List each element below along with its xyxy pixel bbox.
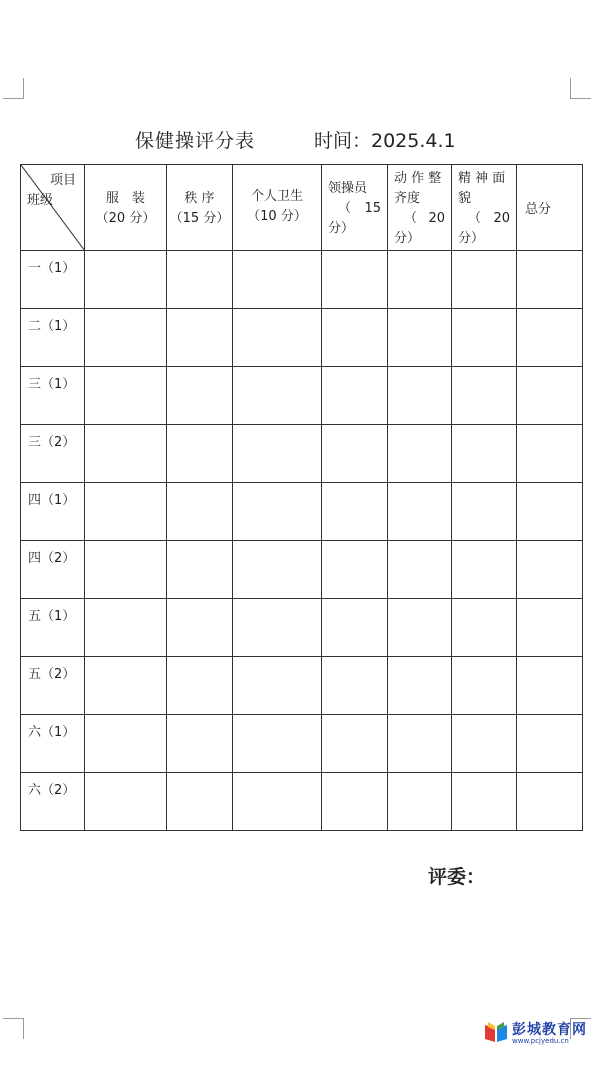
class-cell bbox=[21, 367, 85, 425]
score-cell-uniformity[interactable] bbox=[388, 599, 452, 657]
document-title: 保健操评分表 bbox=[135, 130, 256, 152]
score-cell-total[interactable] bbox=[517, 367, 583, 425]
score-cell-order[interactable] bbox=[167, 483, 233, 541]
header-total: 总分 bbox=[517, 165, 583, 251]
class-name: 二（1） bbox=[28, 319, 76, 334]
score-cell-order[interactable] bbox=[167, 715, 233, 773]
score-cell-clothing[interactable] bbox=[85, 309, 167, 367]
header-uniformity: 动 作 整 齐度 （ 20 分） bbox=[388, 165, 452, 251]
score-cell-leader[interactable] bbox=[322, 715, 388, 773]
score-cell-spirit[interactable] bbox=[452, 483, 517, 541]
score-cell-clothing[interactable] bbox=[85, 251, 167, 309]
page-corner-mark-top-left bbox=[3, 78, 24, 99]
score-cell-clothing[interactable] bbox=[85, 599, 167, 657]
table-row bbox=[21, 251, 583, 309]
score-cell-clothing[interactable] bbox=[85, 657, 167, 715]
score-cell-total[interactable] bbox=[517, 309, 583, 367]
class-name: 四（1） bbox=[28, 493, 76, 508]
class-name: 一（1） bbox=[28, 261, 76, 276]
header-hygiene: 个人卫生 （10 分） bbox=[233, 165, 322, 251]
score-cell-spirit[interactable] bbox=[452, 715, 517, 773]
class-name: 三（1） bbox=[28, 377, 76, 392]
class-cell bbox=[21, 309, 85, 367]
score-cell-clothing[interactable] bbox=[85, 773, 167, 831]
score-cell-spirit[interactable] bbox=[452, 251, 517, 309]
class-name: 六（2） bbox=[28, 783, 76, 798]
score-cell-hygiene[interactable] bbox=[233, 599, 322, 657]
watermark-logo bbox=[484, 1019, 594, 1047]
score-cell-hygiene[interactable] bbox=[233, 541, 322, 599]
class-cell bbox=[21, 541, 85, 599]
score-cell-uniformity[interactable] bbox=[388, 541, 452, 599]
score-cell-total[interactable] bbox=[517, 657, 583, 715]
score-table bbox=[20, 164, 583, 831]
score-cell-uniformity[interactable] bbox=[388, 367, 452, 425]
score-cell-order[interactable] bbox=[167, 309, 233, 367]
score-cell-hygiene[interactable] bbox=[233, 773, 322, 831]
header-order: 秩 序 （15 分） bbox=[167, 165, 233, 251]
score-cell-uniformity[interactable] bbox=[388, 309, 452, 367]
score-cell-hygiene[interactable] bbox=[233, 309, 322, 367]
table-row bbox=[21, 367, 583, 425]
class-name: 三（2） bbox=[28, 435, 76, 450]
score-cell-uniformity[interactable] bbox=[388, 657, 452, 715]
score-cell-spirit[interactable] bbox=[452, 425, 517, 483]
score-cell-total[interactable] bbox=[517, 251, 583, 309]
class-cell bbox=[21, 599, 85, 657]
score-cell-uniformity[interactable] bbox=[388, 715, 452, 773]
score-cell-order[interactable] bbox=[167, 773, 233, 831]
score-cell-spirit[interactable] bbox=[452, 309, 517, 367]
table-row bbox=[21, 309, 583, 367]
header-leader: 领操员 （ 15 分） bbox=[322, 165, 388, 251]
class-cell bbox=[21, 483, 85, 541]
score-cell-order[interactable] bbox=[167, 599, 233, 657]
score-cell-leader[interactable] bbox=[322, 367, 388, 425]
table-row bbox=[21, 657, 583, 715]
score-cell-clothing[interactable] bbox=[85, 715, 167, 773]
page-corner-mark-bottom-left bbox=[3, 1018, 24, 1039]
class-cell bbox=[21, 773, 85, 831]
score-cell-leader[interactable] bbox=[322, 251, 388, 309]
score-cell-leader[interactable] bbox=[322, 599, 388, 657]
score-cell-clothing[interactable] bbox=[85, 483, 167, 541]
score-cell-leader[interactable] bbox=[322, 773, 388, 831]
score-cell-spirit[interactable] bbox=[452, 599, 517, 657]
score-cell-uniformity[interactable] bbox=[388, 773, 452, 831]
score-cell-hygiene[interactable] bbox=[233, 251, 322, 309]
score-cell-uniformity[interactable] bbox=[388, 425, 452, 483]
table-row bbox=[21, 483, 583, 541]
header-class-label: 班级 bbox=[27, 193, 54, 208]
book-logo-icon bbox=[484, 1021, 508, 1043]
header-item-label: 项目 bbox=[49, 173, 76, 188]
table-row bbox=[21, 425, 583, 483]
score-cell-spirit[interactable] bbox=[452, 367, 517, 425]
score-cell-order[interactable] bbox=[167, 425, 233, 483]
watermark-site-name: 彭城教育网 bbox=[512, 1022, 587, 1038]
class-cell bbox=[21, 657, 85, 715]
score-cell-order[interactable] bbox=[167, 367, 233, 425]
score-cell-total[interactable] bbox=[517, 599, 583, 657]
class-cell bbox=[21, 251, 85, 309]
score-cell-leader[interactable] bbox=[322, 483, 388, 541]
class-name: 六（1） bbox=[28, 725, 76, 740]
score-cell-hygiene[interactable] bbox=[233, 715, 322, 773]
score-cell-total[interactable] bbox=[517, 541, 583, 599]
score-cell-leader[interactable] bbox=[322, 309, 388, 367]
header-spirit: 精 神 面 貌 （ 20 分） bbox=[452, 165, 517, 251]
header-row bbox=[21, 165, 583, 251]
score-cell-total[interactable] bbox=[517, 715, 583, 773]
score-cell-hygiene[interactable] bbox=[233, 483, 322, 541]
table-row bbox=[21, 715, 583, 773]
score-cell-total[interactable] bbox=[517, 483, 583, 541]
score-cell-order[interactable] bbox=[167, 251, 233, 309]
score-cell-uniformity[interactable] bbox=[388, 251, 452, 309]
score-cell-spirit[interactable] bbox=[452, 541, 517, 599]
class-cell bbox=[21, 715, 85, 773]
score-cell-spirit[interactable] bbox=[452, 773, 517, 831]
score-cell-spirit[interactable] bbox=[452, 657, 517, 715]
table-row bbox=[21, 541, 583, 599]
table-row bbox=[21, 773, 583, 831]
score-cell-total[interactable] bbox=[517, 425, 583, 483]
class-name: 五（2） bbox=[28, 667, 76, 682]
score-cell-hygiene[interactable] bbox=[233, 367, 322, 425]
score-cell-clothing[interactable] bbox=[85, 541, 167, 599]
score-cell-uniformity[interactable] bbox=[388, 483, 452, 541]
class-name: 四（2） bbox=[28, 551, 76, 566]
score-cell-leader[interactable] bbox=[322, 541, 388, 599]
class-cell bbox=[21, 425, 85, 483]
score-cell-total[interactable] bbox=[517, 773, 583, 831]
score-cell-order[interactable] bbox=[167, 541, 233, 599]
diagonal-header-cell bbox=[21, 165, 85, 251]
watermark-site-url: www.pcjyedu.cn bbox=[512, 1037, 569, 1045]
score-cell-order[interactable] bbox=[167, 657, 233, 715]
score-cell-hygiene[interactable] bbox=[233, 425, 322, 483]
table-row bbox=[21, 599, 583, 657]
header-clothing: 服 装 （20 分） bbox=[85, 165, 167, 251]
score-cell-leader[interactable] bbox=[322, 657, 388, 715]
document-date: 时间：2025.4.1 bbox=[314, 130, 456, 152]
score-cell-hygiene[interactable] bbox=[233, 657, 322, 715]
score-cell-clothing[interactable] bbox=[85, 367, 167, 425]
class-name: 五（1） bbox=[28, 609, 76, 624]
score-cell-leader[interactable] bbox=[322, 425, 388, 483]
judge-signature-label: 评委： bbox=[428, 866, 486, 888]
page-corner-mark-top-right bbox=[570, 78, 591, 99]
score-cell-clothing[interactable] bbox=[85, 425, 167, 483]
